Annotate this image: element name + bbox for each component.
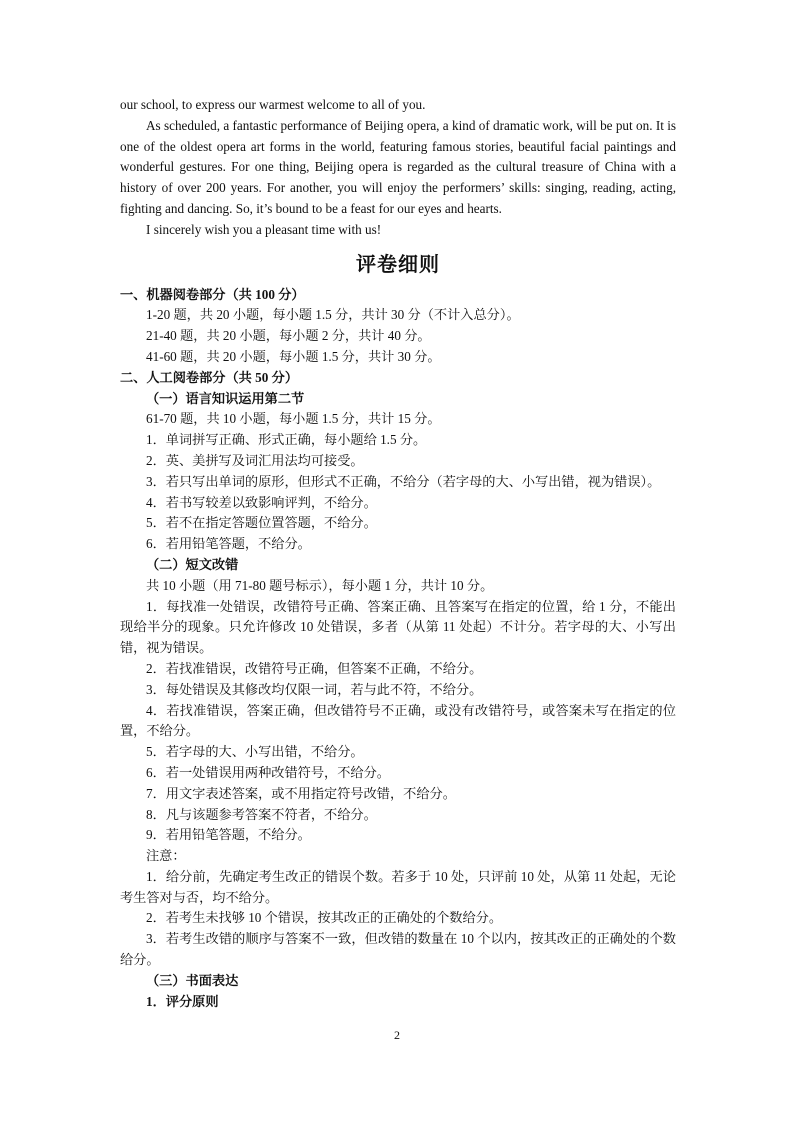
rule-item: 3．若只写出单词的原形，但形式不正确，不给分（若字母的大、小写出错，视为错误）。 [146,473,661,489]
rule-item: 5．若不在指定答题位置答题，不给分。 [146,515,377,531]
page-content [120,95,676,1012]
english-paragraph: As scheduled, a fantastic performance of Beijing opera, a kind of dramatic work, will be put on. It is one of the oldest opera art forms in the world, featuring famous stories, beautiful facial paintings and wonderful gestures. For one thing, Beijing opera is regarded as the cultural treasure of China with a history of over 200 years. For another, you will enjoy the performers’ skills: singing, reading, acting, fighting and dancing. So, it’s bound to be a feast for our eyes and hearts. [120,117,676,216]
rule-item: 5．若字母的大、小写出错，不给分。 [146,744,364,760]
score-line: 1-20 题，共 20 小题，每小题 1.5 分，共计 30 分（不计入总分）。 [146,307,520,323]
rule-item: 6．若一处错误用两种改错符号，不给分。 [146,764,390,780]
section-heading: 二、人工阅卷部分（共 50 分） [120,369,299,385]
rule-item: 2．英、美拼写及词汇用法均可接受。 [146,452,364,468]
sub-heading: 1．评分原则 [146,993,219,1009]
score-line: 21-40 题，共 20 小题，每小题 2 分，共计 40 分。 [146,328,431,344]
english-paragraph: I sincerely wish you a pleasant time with us! [146,221,382,237]
section-heading: 一、机器阅卷部分（共 100 分） [120,286,305,302]
rule-item: 1．单词拼写正确、形式正确，每小题给 1.5 分。 [146,432,427,448]
rule-item: 2．若找准错误，改错符号正确，但答案不正确，不给分。 [146,660,483,676]
score-line: 41-60 题，共 20 小题，每小题 1.5 分，共计 30 分。 [146,348,441,364]
subsection-intro: 61-70 题，共 10 小题，每小题 1.5 分，共计 15 分。 [146,411,441,427]
rule-item: 4．若书写较差以致影响评判，不给分。 [146,494,377,510]
rule-item: 1．每找准一处错误，改错符号正确、答案正确、且答案写在指定的位置，给 1 分，不能出现给半分的现象。只允许修改 10 处错误，多者（从第 11 处起）不计分。若字母的大、小写出错，视为错误。 [120,598,676,656]
rule-item: 8．凡与该题参考答案不符者，不给分。 [146,806,377,822]
rule-item: 6．若用铅笔答题，不给分。 [146,536,311,552]
note-item: 1．给分前，先确定考生改正的错误个数。若多于 10 处，只评前 10 处，从第 11 处起，无论考生答对与否，均不给分。 [120,868,676,905]
subsection-heading: （三）书面表达 [146,972,239,988]
rule-item: 4．若找准错误，答案正确，但改错符号不正确，或没有改错符号，或答案未写在指定的位置，不给分。 [120,702,676,739]
rule-item: 7．用文字表述答案，或不用指定符号改错，不给分。 [146,785,456,801]
rule-item: 9．若用铅笔答题，不给分。 [146,827,311,843]
english-continuation: our school, to express our warmest welcome to all of you. [120,97,426,112]
subsection-heading: （二）短文改错 [146,556,239,572]
page-number: 2 [394,1028,400,1042]
note-item: 3．若考生改错的顺序与答案不一致，但改错的数量在 10 个以内，按其改正的正确处的个数给分。 [120,931,676,968]
rule-item: 3．每处错误及其修改均仅限一词，若与此不符，不给分。 [146,681,483,697]
subsection-heading: （一）语言知识运用第二节 [146,390,305,406]
note-item: 2．若考生未找够 10 个错误，按其改正的正确处的个数给分。 [146,910,503,926]
subsection-intro: 共 10 小题（用 71-80 题号标示），每小题 1 分，共计 10 分。 [146,577,494,593]
page-title: 评卷细则 [356,253,440,276]
note-label: 注意： [146,848,186,864]
